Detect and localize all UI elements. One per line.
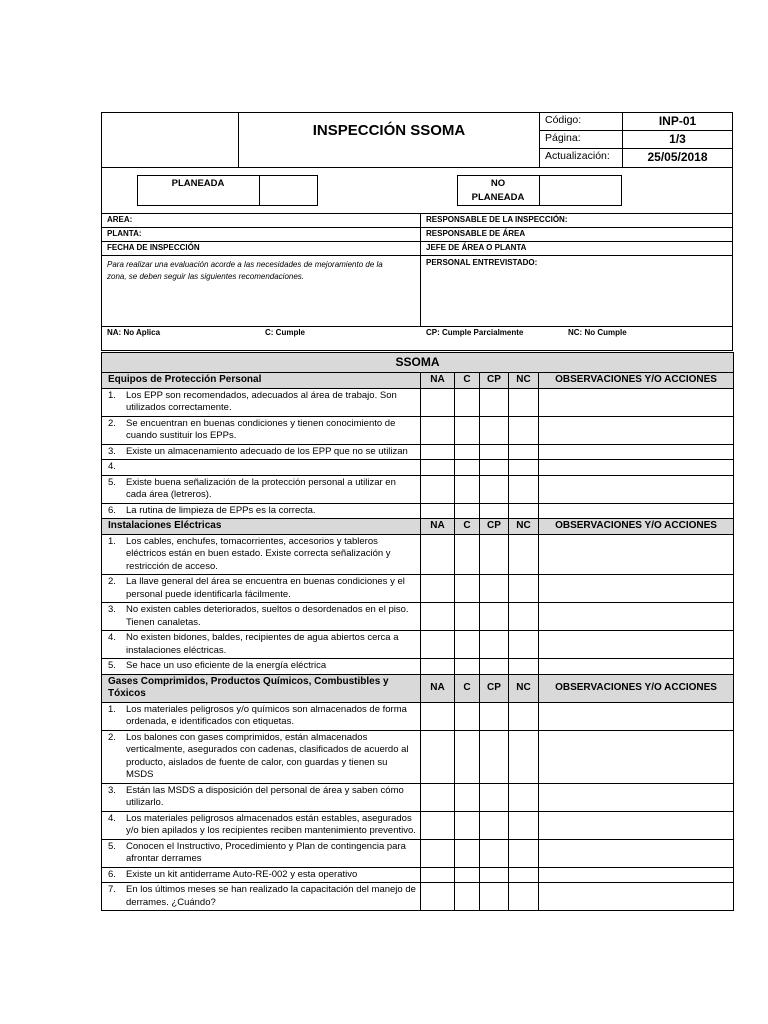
check-cell-cp[interactable] — [480, 475, 509, 503]
column-header-c: C — [455, 373, 480, 389]
table-row — [102, 631, 734, 659]
item-text: Se encuentran en buenas condiciones y tienen conocimiento de cuando sustituir los EPPs. — [126, 417, 396, 441]
table-row — [102, 783, 734, 811]
planta-field[interactable]: PLANTA: — [107, 229, 142, 238]
item-number: 5. — [108, 840, 116, 852]
no-planeada-checkbox[interactable] — [540, 176, 621, 205]
check-cell-nc[interactable] — [509, 575, 539, 603]
check-cell-na[interactable] — [421, 783, 455, 811]
personal-entrevistado-field[interactable]: PERSONAL ENTREVISTADO: — [426, 258, 538, 267]
item-text-cell — [102, 388, 421, 416]
codigo-value: INP-01 — [658, 114, 697, 128]
check-cell-nc[interactable] — [509, 603, 539, 631]
check-cell-na[interactable] — [421, 416, 455, 444]
table-row — [102, 475, 734, 503]
item-text: Los balones con gases comprimidos, están almacenados verticalmente, asegurados con cadenas, clasificados de acuerdo al producto, aislados de fuente de calor, con guardas y tienen su MSDS — [126, 731, 409, 780]
check-cell-na[interactable] — [421, 460, 455, 476]
table-row — [102, 811, 734, 839]
check-cell-observaciones[interactable] — [539, 811, 734, 839]
item-text-cell — [102, 631, 421, 659]
table-row — [102, 702, 734, 730]
check-cell-na[interactable] — [421, 503, 455, 519]
responsable-inspeccion-field[interactable]: RESPONSABLE DE LA INSPECCIÓN: — [426, 215, 568, 224]
column-header-observaciones: OBSERVACIONES Y/O ACCIONES — [539, 674, 734, 702]
check-cell-na[interactable] — [421, 534, 455, 575]
table-title: SSOMA — [102, 353, 734, 373]
area-field[interactable]: AREA: — [107, 215, 133, 224]
table-row — [102, 416, 734, 444]
check-cell-observaciones[interactable] — [539, 603, 734, 631]
check-cell-nc[interactable] — [509, 534, 539, 575]
table-row — [102, 534, 734, 575]
legend-na: NA: No Aplica — [107, 328, 161, 337]
item-text: Existe un almacenamiento adecuado de los EPP que no se utilizan — [126, 445, 408, 457]
item-text-cell — [102, 460, 421, 476]
check-cell-na[interactable] — [421, 444, 455, 460]
responsable-area-field[interactable]: RESPONSABLE DE ÁREA — [426, 229, 526, 238]
check-cell-na[interactable] — [421, 702, 455, 730]
item-text-cell — [102, 575, 421, 603]
check-cell-observaciones[interactable] — [539, 730, 734, 783]
column-header-nc: NC — [509, 674, 539, 702]
table-row — [102, 460, 734, 476]
check-cell-observaciones[interactable] — [539, 575, 734, 603]
table-row — [102, 603, 734, 631]
check-cell-observaciones[interactable] — [539, 444, 734, 460]
item-text-cell — [102, 416, 421, 444]
check-cell-observaciones[interactable] — [539, 631, 734, 659]
column-header-na: NA — [421, 373, 455, 389]
check-cell-c[interactable] — [455, 839, 480, 867]
item-text-cell — [102, 444, 421, 460]
item-number: 4. — [108, 461, 116, 472]
check-cell-c[interactable] — [455, 503, 480, 519]
check-cell-na[interactable] — [421, 603, 455, 631]
check-cell-c[interactable] — [455, 444, 480, 460]
logo-box — [101, 112, 239, 168]
table-row — [102, 503, 734, 519]
check-cell-na[interactable] — [421, 730, 455, 783]
item-number: 6. — [108, 868, 116, 880]
section-header — [102, 674, 734, 702]
check-cell-c[interactable] — [455, 702, 480, 730]
codigo-label: Código: — [545, 114, 582, 126]
table-row — [102, 839, 734, 867]
actualizacion-value: 25/05/2018 — [647, 150, 708, 164]
check-cell-na[interactable] — [421, 659, 455, 675]
check-cell-nc[interactable] — [509, 811, 539, 839]
check-cell-cp[interactable] — [480, 839, 509, 867]
check-cell-nc[interactable] — [509, 702, 539, 730]
item-text: Los EPP son recomendados, adecuados al área de trabajo. Son utilizados correctamente. — [126, 389, 397, 413]
item-number: 5. — [108, 476, 116, 488]
pagina-label: Página: — [545, 132, 581, 144]
item-text-cell — [102, 811, 421, 839]
check-cell-observaciones[interactable] — [539, 839, 734, 867]
column-header-c: C — [455, 674, 480, 702]
check-cell-observaciones[interactable] — [539, 460, 734, 476]
fecha-field[interactable]: FECHA DE INSPECCIÓN — [107, 243, 200, 252]
check-cell-na[interactable] — [421, 631, 455, 659]
check-cell-cp[interactable] — [480, 460, 509, 476]
check-cell-nc[interactable] — [509, 503, 539, 519]
column-header-cp: CP — [480, 519, 509, 535]
check-cell-cp[interactable] — [480, 416, 509, 444]
section-title: Equipos de Protección Personal — [102, 373, 421, 389]
column-header-c: C — [455, 519, 480, 535]
check-cell-na[interactable] — [421, 883, 455, 911]
column-header-cp: CP — [480, 373, 509, 389]
check-cell-c[interactable] — [455, 575, 480, 603]
check-cell-c[interactable] — [455, 659, 480, 675]
column-header-na: NA — [421, 674, 455, 702]
item-text-cell — [102, 603, 421, 631]
check-cell-nc[interactable] — [509, 416, 539, 444]
no-planeada-label: NO PLANEADA — [471, 178, 525, 203]
check-cell-c[interactable] — [455, 603, 480, 631]
check-cell-nc[interactable] — [509, 730, 539, 783]
check-cell-observaciones[interactable] — [539, 475, 734, 503]
column-header-observaciones: OBSERVACIONES Y/O ACCIONES — [539, 373, 734, 389]
item-text-cell — [102, 883, 421, 911]
section-title: Instalaciones Eléctricas — [102, 519, 421, 535]
item-text — [126, 461, 417, 474]
column-header-nc: NC — [509, 373, 539, 389]
check-cell-c[interactable] — [455, 475, 480, 503]
item-text-cell — [102, 534, 421, 575]
item-text: La llave general del área se encuentra en buenas condiciones y el personal puede identificarla fácilmente. — [126, 576, 405, 600]
item-text: La rutina de limpieza de EPPs es la correcta. — [126, 504, 316, 516]
item-number: 1. — [108, 389, 116, 401]
item-number: 2. — [108, 417, 116, 429]
section-header — [102, 373, 734, 389]
check-cell-nc[interactable] — [509, 460, 539, 476]
item-text: Existe buena señalización de la protección personal a utilizar en cada área (letreros). — [126, 476, 396, 500]
item-text-cell — [102, 730, 421, 783]
item-number: 3. — [108, 784, 116, 796]
check-cell-nc[interactable] — [509, 475, 539, 503]
item-text-cell — [102, 839, 421, 867]
check-cell-c[interactable] — [455, 416, 480, 444]
column-header-observaciones: OBSERVACIONES Y/O ACCIONES — [539, 519, 734, 535]
check-cell-c[interactable] — [455, 534, 480, 575]
item-text: Existe un kit antiderrame Auto-RE-002 y esta operativo — [126, 868, 358, 880]
table-row — [102, 883, 734, 911]
section-title: Gases Comprimidos, Productos Químicos, Combustibles y Tóxicos — [102, 674, 421, 702]
item-number: 4. — [108, 632, 116, 643]
check-cell-observaciones[interactable] — [539, 783, 734, 811]
item-number: 4. — [108, 812, 116, 824]
checklist-table — [101, 352, 734, 911]
check-cell-cp[interactable] — [480, 631, 509, 659]
item-number: 2. — [108, 731, 116, 743]
check-cell-cp[interactable] — [480, 659, 509, 675]
check-cell-c[interactable] — [455, 883, 480, 911]
check-cell-nc[interactable] — [509, 444, 539, 460]
item-number: 6. — [108, 504, 116, 516]
item-text: Están las MSDS a disposición del personal de área y saben cómo utilizarlo. — [126, 784, 404, 808]
check-cell-cp[interactable] — [480, 702, 509, 730]
item-text: Conocen el Instructivo, Procedimiento y Plan de contingencia para afrontar derrames — [126, 840, 406, 864]
item-text: Los materiales peligrosos y/o químicos son almacenados de forma ordenada, e identificados con etiquetas. — [126, 703, 407, 727]
jefe-area-field[interactable]: JEFE DE ÁREA O PLANTA — [426, 243, 527, 252]
check-cell-nc[interactable] — [509, 631, 539, 659]
item-text-cell — [102, 783, 421, 811]
check-cell-c[interactable] — [455, 388, 480, 416]
actualizacion-label: Actualización: — [545, 150, 610, 162]
planeada-label: PLANEADA — [171, 178, 225, 189]
check-cell-cp[interactable] — [480, 444, 509, 460]
item-text-cell — [102, 867, 421, 883]
item-text: Los materiales peligrosos almacenados están estables, asegurados y/o bien apilados y los recipientes reciben mantenimiento preventivo. — [126, 812, 416, 836]
section-header — [102, 519, 734, 535]
table-row — [102, 659, 734, 675]
check-cell-observaciones[interactable] — [539, 388, 734, 416]
check-cell-cp[interactable] — [480, 730, 509, 783]
check-cell-c[interactable] — [455, 783, 480, 811]
check-cell-observaciones[interactable] — [539, 659, 734, 675]
check-cell-cp[interactable] — [480, 388, 509, 416]
item-number: 1. — [108, 535, 116, 547]
legend-cp: CP: Cumple Parcialmente — [426, 328, 524, 337]
planeada-checkbox[interactable] — [260, 176, 317, 205]
check-cell-cp[interactable] — [480, 575, 509, 603]
check-cell-nc[interactable] — [509, 388, 539, 416]
column-header-nc: NC — [509, 519, 539, 535]
item-text: Los cables, enchufes, tomacorrientes, accesorios y tableros eléctricos están en buen estado. Existe correcta señalización y restricción de acceso. — [126, 535, 391, 572]
check-cell-cp[interactable] — [480, 883, 509, 911]
pagina-value: 1/3 — [669, 132, 686, 146]
check-cell-na[interactable] — [421, 811, 455, 839]
item-number: 2. — [108, 576, 116, 587]
column-header-na: NA — [421, 519, 455, 535]
check-cell-nc[interactable] — [509, 883, 539, 911]
check-cell-c[interactable] — [455, 460, 480, 476]
item-text: No existen bidones, baldes, recipientes de agua abiertos cerca a instalaciones eléctricas. — [126, 632, 399, 656]
check-cell-nc[interactable] — [509, 839, 539, 867]
check-cell-na[interactable] — [421, 475, 455, 503]
item-text: Se hace un uso eficiente de la energía eléctrica — [126, 660, 327, 671]
check-cell-na[interactable] — [421, 575, 455, 603]
table-row — [102, 444, 734, 460]
table-row — [102, 388, 734, 416]
table-row — [102, 867, 734, 883]
item-text-cell — [102, 659, 421, 675]
item-number: 5. — [108, 660, 116, 671]
check-cell-c[interactable] — [455, 867, 480, 883]
item-text-cell — [102, 475, 421, 503]
document-title: INSPECCIÓN SSOMA — [312, 122, 466, 139]
check-cell-observaciones[interactable] — [539, 702, 734, 730]
check-cell-na[interactable] — [421, 839, 455, 867]
check-cell-nc[interactable] — [509, 783, 539, 811]
column-header-cp: CP — [480, 674, 509, 702]
check-cell-cp[interactable] — [480, 503, 509, 519]
check-cell-cp[interactable] — [480, 603, 509, 631]
check-cell-nc[interactable] — [509, 659, 539, 675]
item-text: En los últimos meses se han realizado la capacitación del manejo de derrames. ¿Cuándo? — [126, 884, 416, 908]
check-cell-observaciones[interactable] — [539, 416, 734, 444]
item-text-cell — [102, 702, 421, 730]
check-cell-observaciones[interactable] — [539, 883, 734, 911]
item-number: 3. — [108, 445, 116, 457]
item-text-cell — [102, 503, 421, 519]
item-number: 7. — [108, 884, 116, 895]
check-cell-na[interactable] — [421, 388, 455, 416]
check-cell-observaciones[interactable] — [539, 534, 734, 575]
check-cell-c[interactable] — [455, 631, 480, 659]
check-cell-cp[interactable] — [480, 783, 509, 811]
item-number: 1. — [108, 703, 116, 715]
legend-nc: NC: No Cumple — [568, 328, 627, 337]
legend-c: C: Cumple — [265, 328, 305, 337]
check-cell-cp[interactable] — [480, 867, 509, 883]
check-cell-observaciones[interactable] — [539, 867, 734, 883]
table-row — [102, 575, 734, 603]
item-number: 3. — [108, 604, 116, 615]
check-cell-nc[interactable] — [509, 867, 539, 883]
check-cell-observaciones[interactable] — [539, 503, 734, 519]
table-row — [102, 730, 734, 783]
check-cell-c[interactable] — [455, 811, 480, 839]
item-text: No existen cables deteriorados, sueltos o desordenados en el piso. Tienen canaletas. — [126, 604, 409, 628]
check-cell-cp[interactable] — [480, 811, 509, 839]
recommendation-note: Para realizar una evaluación acorde a las necesidades de mejoramiento de la zona, se deben seguir las siguientes recomendaciones. — [107, 260, 383, 281]
check-cell-cp[interactable] — [480, 534, 509, 575]
check-cell-na[interactable] — [421, 867, 455, 883]
check-cell-c[interactable] — [455, 730, 480, 783]
